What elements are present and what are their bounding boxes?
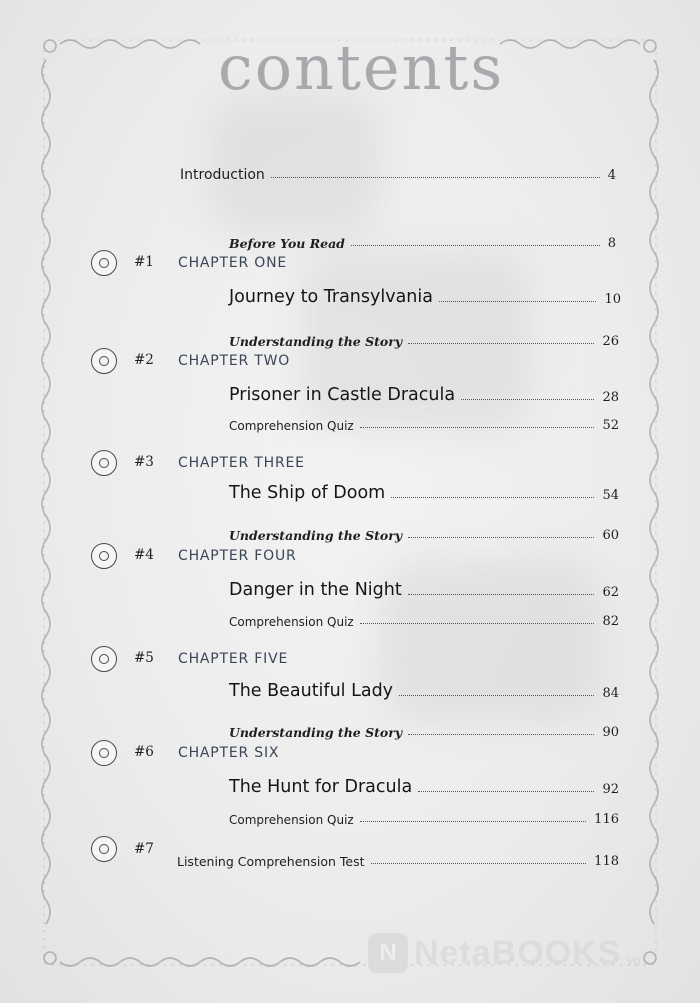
toc-entry-label: Before You Read [229,235,345,251]
toc-entry-understanding-the-story[interactable] [229,318,619,348]
toc-entry-label: Listening Comprehension Test [177,853,365,869]
dot-leader [408,733,594,735]
toc-entry-label: Comprehension Quiz [229,615,354,629]
audio-cd-icon[interactable] [91,250,117,276]
dot-leader [360,426,595,428]
toc-entry-chapter-3[interactable] [229,472,619,502]
page-number: 60 [602,528,619,543]
page-number: 92 [602,782,619,797]
dot-leader [360,820,586,822]
watermark-text: NetaBOOKS [414,933,622,972]
dot-leader [351,244,600,246]
page-number: 28 [602,390,619,405]
audio-cd-icon[interactable] [91,740,117,766]
chapter-title: Danger in the Night [229,579,402,600]
dot-leader [360,622,595,624]
dot-leader [418,790,594,792]
toc-entry-chapter-5[interactable] [229,670,619,700]
dot-leader [371,862,587,864]
chapter-heading: CHAPTER SIX [178,745,280,761]
page-number: 52 [602,418,619,433]
page-number: 54 [602,488,619,503]
dot-leader [271,176,600,178]
dot-leader [408,593,595,595]
toc-entry-before-you-read[interactable] [229,220,616,250]
chapter-title: The Hunt for Dracula [229,776,413,797]
chapter-heading: CHAPTER FIVE [178,651,289,667]
track-number: #6 [134,744,154,760]
track-number: #2 [134,352,154,368]
track-number: #1 [134,254,154,270]
toc-entry-comprehension-quiz[interactable] [229,598,619,628]
toc-entry-label: Understanding the Story [229,527,403,543]
toc-entry-understanding-the-story[interactable] [229,709,619,739]
track-number: #4 [134,547,154,563]
page-number: 118 [594,854,619,869]
audio-cd-icon[interactable] [91,836,117,862]
watermark [368,933,641,973]
track-number: #3 [134,454,154,470]
page-number: 90 [602,725,619,740]
toc-entry-comprehension-quiz[interactable] [229,402,619,432]
audio-cd-icon[interactable] [91,543,117,569]
dot-leader [439,300,596,302]
page-number: 10 [604,292,621,307]
page-number: 82 [602,614,619,629]
toc-entry-label: Introduction [180,167,265,183]
toc-entry-chapter-2[interactable] [229,374,619,404]
chapter-heading: CHAPTER THREE [178,455,305,471]
chapter-title: Journey to Transylvania [229,286,433,307]
toc-entry-label: Comprehension Quiz [229,419,354,433]
watermark-logo-icon: N [368,933,408,973]
toc-entry-chapter-1[interactable] [229,276,621,306]
dot-leader [408,536,594,538]
dot-leader [391,496,594,498]
watermark-suffix: .vn [623,952,641,968]
dot-leader [408,342,594,344]
toc-entry-label: Comprehension Quiz [229,813,354,827]
audio-cd-icon[interactable] [91,450,117,476]
track-number: #7 [134,841,154,857]
chapter-heading: CHAPTER TWO [178,353,291,369]
page-number: 84 [602,686,619,701]
page-number: 26 [602,334,619,349]
page-title: contents [218,31,505,104]
page-number: 4 [607,168,616,183]
toc-entry-label: Understanding the Story [229,724,403,740]
chapter-title: The Beautiful Lady [229,680,394,701]
toc-entry-comprehension-quiz[interactable] [229,796,619,826]
track-number: #5 [134,650,154,666]
chapter-title: The Ship of Doom [229,482,386,503]
toc-entry-introduction[interactable] [180,152,616,182]
audio-cd-icon[interactable] [91,348,117,374]
audio-cd-icon[interactable] [91,646,117,672]
page-number: 116 [594,812,619,827]
toc-entry-understanding-the-story[interactable] [229,512,619,542]
toc-entry-chapter-4[interactable] [229,569,619,599]
page-number: 62 [602,585,619,600]
toc-entry-listening-test[interactable] [177,838,619,868]
dot-leader [399,694,594,696]
toc-entry-chapter-6[interactable] [229,766,619,796]
toc-entry-label: Understanding the Story [229,333,403,349]
page-number: 8 [607,236,616,251]
chapter-heading: CHAPTER ONE [178,255,288,271]
chapter-title: Prisoner in Castle Dracula [229,384,456,405]
dot-leader [461,398,594,400]
chapter-heading: CHAPTER FOUR [178,548,297,564]
